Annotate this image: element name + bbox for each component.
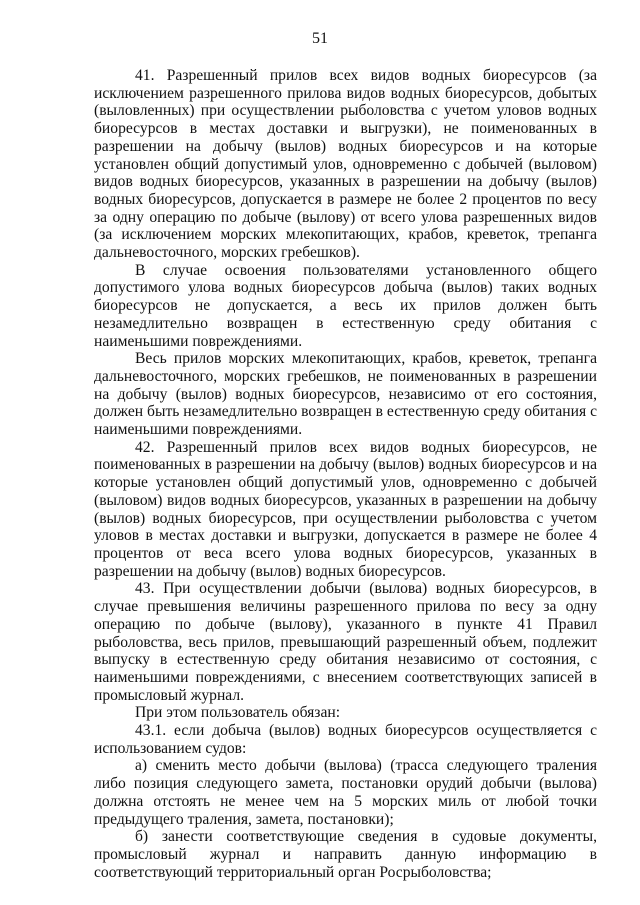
paragraph-41-quota-reached: В случае освоения пользователями установленного общего допустимого улова водных биоресурсов добыча (вылов) таких водных биоресурсов не допускается, а весь их прилов должен быть незамедлительно возвращен в естественную среду обитания с наименьшими повреждениями. — [94, 261, 597, 350]
paragraph-43: 43. При осуществлении добычи (вылова) водных биоресурсов, в случае превышения величины разрешенного прилова по весу за одну операцию по добыче (вылову), указанного в пункте 41 Правил рыболовства, весь прилов, превышающий разрешенный объем, подлежит выпуску в естественную среду обитания независимо от состояния, с наименьшими повреждениями, с внесением соответствующих записей в промысловый журнал. — [94, 580, 597, 704]
paragraph-43-1-a: а) сменить место добычи (вылова) (трасса следующего траления либо позиция следующего замета, постановки орудий добычи (вылова) должна отстоять не менее чем на 5 морских миль от любой точки предыдущего траления, замета, постановки); — [94, 757, 597, 828]
paragraph-43-1-b: б) занести соответствующие сведения в судовые документы, промысловый журнал и направить данную информацию в соответствующий территориальный орган Росрыболовства; — [94, 828, 597, 881]
paragraph-41-marine-bycatch: Весь прилов морских млекопитающих, крабов, креветок, трепанга дальневосточного, морских гребешков, не поименованных в разрешении на добычу (вылов) водных биоресурсов, независимо от его состояния, должен быть незамедлительно возвращен в естественную среду обитания с наименьшими повреждениями. — [94, 350, 597, 439]
document-body — [94, 67, 597, 881]
paragraph-user-obligations: При этом пользователь обязан: — [135, 704, 341, 722]
paragraph-42: 42. Разрешенный прилов всех видов водных биоресурсов, не поименованных в разрешении на добычу (вылов) водных биоресурсов и на которые установлен общий допустимый улов, одновременно с добычей (выловом) видов водных биоресурсов, указанных в разрешении на добычу (вылов) водных биоресурсов, при осуществлении рыболовства с учетом уловов в местах доставки и выгрузки, допускается в размере не более 4 процентов от веса всего улова водных биоресурсов, указанных в разрешении на добычу (вылов) водных биоресурсов. — [94, 438, 597, 580]
page-number: 51 — [312, 30, 328, 47]
paragraph-41: 41. Разрешенный прилов всех видов водных биоресурсов (за исключением разрешенного прилова видов водных биоресурсов, добытых (выловленных) при осуществлении рыболовства с учетом уловов водных биоресурсов в местах доставки и выгрузки), не поименованных в разрешении на добычу (вылов) водных биоресурсов и на которые установлен общий допустимый улов, одновременно с добычей (выловом) видов водных биоресурсов, указанных в разрешении на добычу (вылов) водных биоресурсов, допускается в размере не более 2 процентов по весу за одну операцию по добыче (вылову) от всего улова разрешенных видов (за исключением морских млекопитающих, крабов, креветок, трепанга дальневосточного, морских гребешков). — [94, 67, 597, 262]
paragraph-43-1: 43.1. если добыча (вылов) водных биоресурсов осуществляется с использованием судов: — [94, 722, 597, 757]
